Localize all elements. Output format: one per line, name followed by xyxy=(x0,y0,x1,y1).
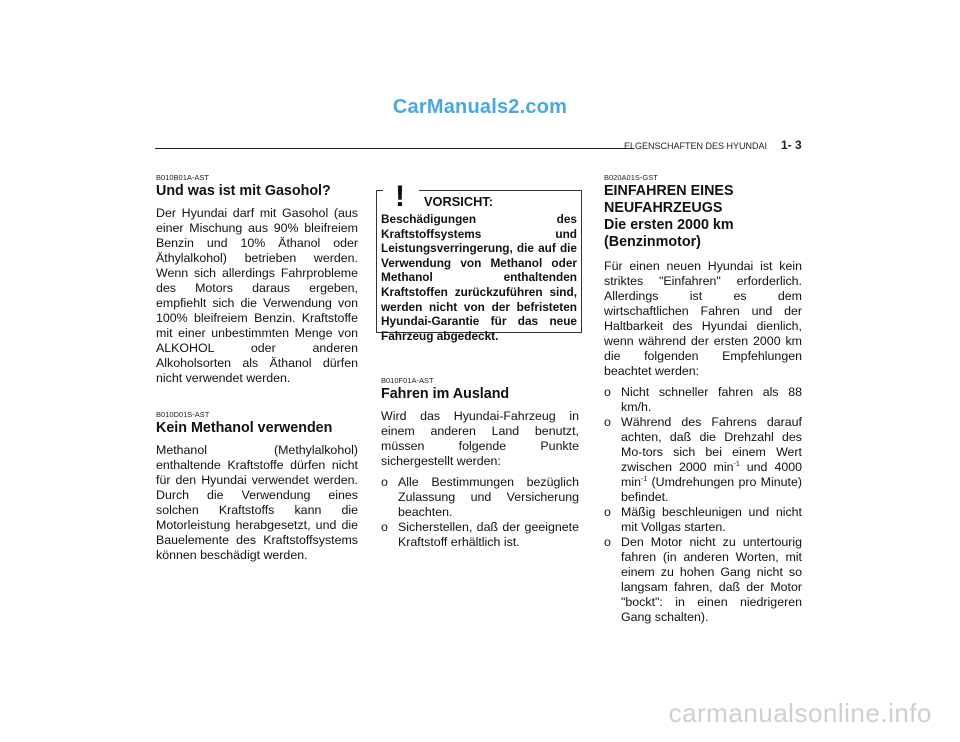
section-heading: Fahren im Ausland xyxy=(381,386,510,402)
section-code: B010D01S-AST xyxy=(156,410,210,419)
section-paragraph: Methanol (Methylalkohol) enthaltende Kraftstoffe dürfen nicht für den Hyundai verwendet werden. Durch die Verwendung eines solchen Kraftstoffs kann die Motorleistung herabgesetzt, und die Bauelemente des Kraftstoffsystems können beschädigt werden. xyxy=(156,443,358,562)
bullet-list xyxy=(604,385,802,625)
list-item: o Sicherstellen, daß der geeignete Kraftstoff erhältlich ist. xyxy=(381,520,579,549)
section-code: B010F01A-AST xyxy=(381,376,434,385)
column-right xyxy=(604,173,802,625)
section-heading: Kein Methanol verwenden xyxy=(156,420,333,436)
section-paragraph: Wird das Hyundai-Fahrzeug in einem anderen Land benutzt, müssen folgende Punkte sichergestellt werden: xyxy=(381,409,579,468)
section-paragraph: Der Hyundai darf mit Gasohol (aus einer Mischung aus 90% bleifreiem Benzin und 10% Äthanol oder Äthylalkohol) betrieben werden. Wenn sich allerdings Fahrprobleme des Motors daraus ergeben, empfiehlt sich die Verwendung von 100% bleifreiem Benzin. Kraftstoffe mit einer unbestimmten Menge von ALKOHOL oder anderen Alkoholsorten als Äthanol dürfen nicht verwendet werden. xyxy=(156,206,358,385)
header-rule xyxy=(155,148,633,149)
warning-icon xyxy=(383,177,419,211)
page-number: 1- 3 xyxy=(781,138,802,152)
section-code: B010B01A-AST xyxy=(156,173,209,182)
section-heading: EINFAHREN EINES NEUFAHRZEUGS Die ersten 2000 km (Benzinmotor) xyxy=(604,183,734,250)
bullet-list xyxy=(381,475,579,550)
warning-title: VORSICHT: xyxy=(424,194,493,209)
watermark-bottom: carmanualsonline.info xyxy=(668,698,932,728)
watermark-top: CarManuals2.com xyxy=(392,96,568,118)
list-item: o Alle Bestimmungen bezüglich Zulassung und Versicherung beachten. xyxy=(381,475,579,519)
section-code: B020A01S-GST xyxy=(604,173,658,182)
warning-text: Beschädigungen des Kraftstoffsystems und Leistungsverringerung, die auf die Verwendung von Methanol oder Methanol enthaltenden Kraftstoffen zurückzuführen sind, werden nicht von der befristeten Hyundai-Garantie für das neue Fahrzeug abgedeckt. xyxy=(381,212,577,343)
bullet: o xyxy=(381,520,388,534)
column-left xyxy=(156,173,358,563)
running-head: ELGENSCHAFTEN DES HYUNDAI xyxy=(624,141,768,151)
list-item: o Nicht schneller fahren als 88 km/h. xyxy=(604,385,802,414)
warning-glyph: ! xyxy=(395,180,405,211)
warning-box xyxy=(376,190,582,343)
list-item: o Während des Fahrens darauf achten, daß die Drehzahl des Mo-tors sich bei einem Wert zwischen 2000 $\min^{-1}$ und 4000 $\min^{-1}$ (Umdrehungen pro Minute) befindet. xyxy=(604,415,803,504)
list-item: o Den Motor nicht zu untertourig fahren (in anderen Worten, mit einem zu hohen Gang nicht so langsam fahren, daß der Motor "bockt": in einen niedrigeren Gang schalten). xyxy=(604,535,802,624)
column-middle xyxy=(381,376,579,550)
section-heading: Und was ist mit Gasohol? xyxy=(156,183,331,199)
list-item: o Mäßig beschleunigen und nicht mit Vollgas starten. xyxy=(604,505,802,534)
bullet: o xyxy=(381,475,388,489)
section-paragraph: Für einen neuen Hyundai ist kein striktes "Einfahren" erforderlich. Allerdings ist es dem wirtschaftlichen Fahren und der Haltbarkeit des Hyundai dienlich, wenn während der ersten 2000 km die folgenden Empfehlungen beachtet werden: xyxy=(604,259,802,378)
